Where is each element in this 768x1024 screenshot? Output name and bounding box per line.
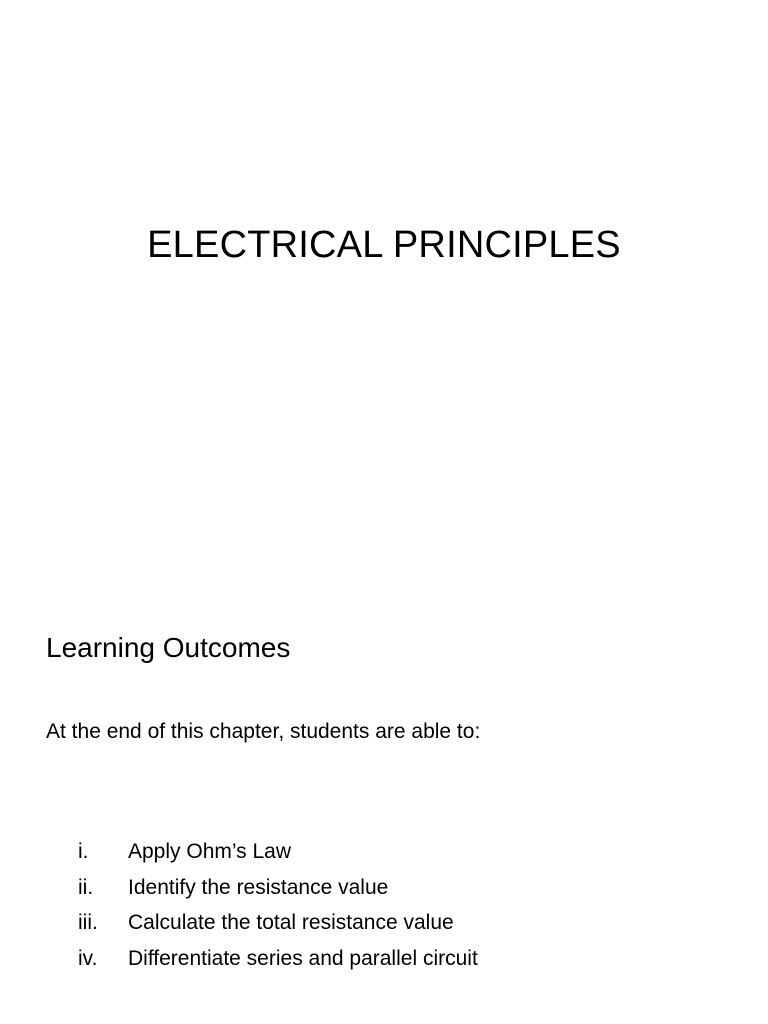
list-item-text: Differentiate series and parallel circuit (128, 946, 478, 970)
list-item (78, 870, 478, 906)
learning-outcomes-list (78, 834, 478, 976)
list-item (78, 905, 478, 941)
list-item-text: Identify the resistance value (128, 875, 389, 899)
intro-text: At the end of this chapter, students are able to: (46, 720, 481, 743)
list-item-number: ii. (78, 875, 94, 899)
learning-outcomes-heading: Learning Outcomes (46, 632, 291, 663)
list-item-number: iii. (78, 911, 98, 934)
list-item (78, 941, 478, 977)
list-item-text: Apply Ohm’s Law (128, 840, 292, 863)
page-title: ELECTRICAL PRINCIPLES (147, 224, 621, 266)
list-item-number: iv. (78, 946, 98, 970)
list-item-number: i. (78, 840, 89, 863)
list-item-text: Calculate the total resistance value (128, 911, 454, 934)
list-item (78, 834, 478, 870)
